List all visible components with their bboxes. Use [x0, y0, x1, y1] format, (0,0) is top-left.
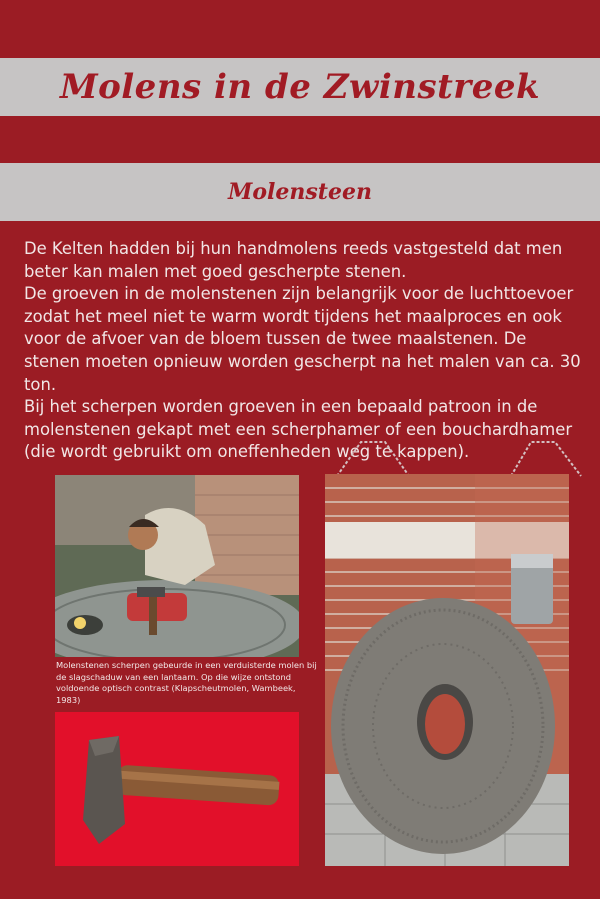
hanging-hook-icon	[333, 438, 413, 478]
section-title: Molensteen	[228, 179, 372, 205]
photo-millstone-sharpening	[55, 475, 299, 657]
body-text	[24, 238, 584, 464]
photo-caption: Molenstenen scherpen gebeurde in een verduisterde molen bij de slagschaduw van een lantaarn. Op die wijze ontstond voldoende optisch contrast (Klapscheutmolen, Wambeek, 1983)	[56, 660, 317, 705]
photo-sharpening-hammer	[55, 712, 299, 866]
hanging-hook-icon	[507, 438, 587, 478]
page-title: Molens in de Zwinstreek	[59, 67, 541, 107]
paragraph: De groeven in de molenstenen zijn belangrijk voor de luchttoevoer zodat het meel niet te warm wordt tijdens het maalproces en ook voor de afvoer van de bloem tussen de twee maalstenen. De stenen moeten opnieuw worden gescherpt na het malen van ca. 30 ton.	[24, 284, 581, 394]
subtitle-band	[0, 163, 600, 221]
title-band	[0, 58, 600, 116]
photo-millstone-brick-wall	[325, 474, 569, 866]
paragraph: De Kelten hadden bij hun handmolens reeds vastgesteld dat men beter kan malen met goed gescherpte stenen.	[24, 239, 563, 281]
paragraph: Bij het scherpen worden groeven in een bepaald patroon in de molenstenen gekapt met een scherphamer of een bouchardhamer (die wordt gebruikt om oneffenheden weg te kappen).	[24, 397, 573, 462]
